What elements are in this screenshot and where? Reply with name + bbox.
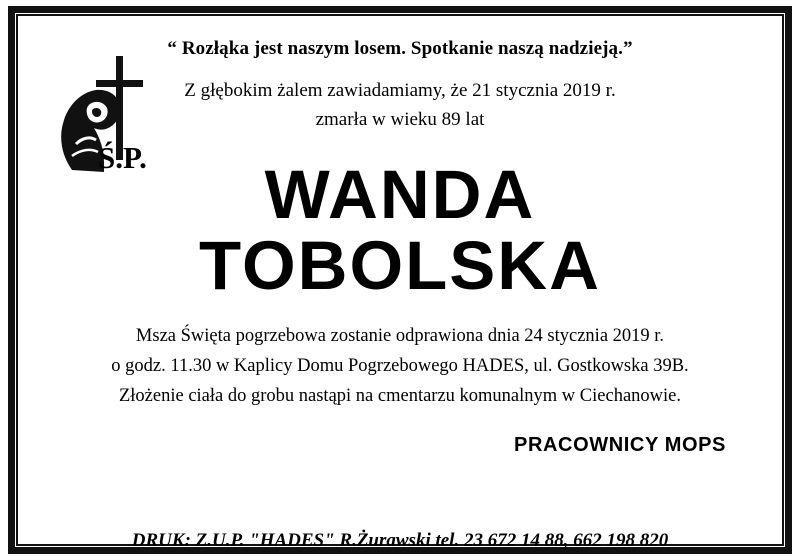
funeral-details <box>38 322 762 412</box>
motto-text: “ Rozłąka jest naszym losem. Spotkanie naszą nadzieją.” <box>167 38 633 59</box>
sp-label: Ś.P. <box>98 140 147 175</box>
deceased-first-name: WANDA <box>264 155 536 233</box>
signature-text: PRACOWNICY MOPS <box>514 434 726 456</box>
deceased-last-name: TOBOLSKA <box>199 227 601 305</box>
announcement-line-1: Z głębokim żalem zawiadamiamy, że 21 stycznia 2019 r. <box>184 80 616 101</box>
details-line-1: Msza Święta pogrzebowa zostanie odprawiona dnia 24 stycznia 2019 r. <box>135 326 665 347</box>
details-line-2: o godz. 11.30 w Kaplicy Domu Pogrzebowego HADES, ul. Gostkowska 39B. <box>111 356 689 377</box>
details-line-3: Złożenie ciała do grobu nastąpi na cmentarzu komunalnym w Ciechanowie. <box>118 386 681 407</box>
announcement-line-2: zmarła w wieku 89 lat <box>315 109 485 131</box>
printer-credit: DRUK: Z.U.P. "HADES" R.Żurawski tel. 23 672 14 88, 662 198 820 <box>131 530 669 551</box>
